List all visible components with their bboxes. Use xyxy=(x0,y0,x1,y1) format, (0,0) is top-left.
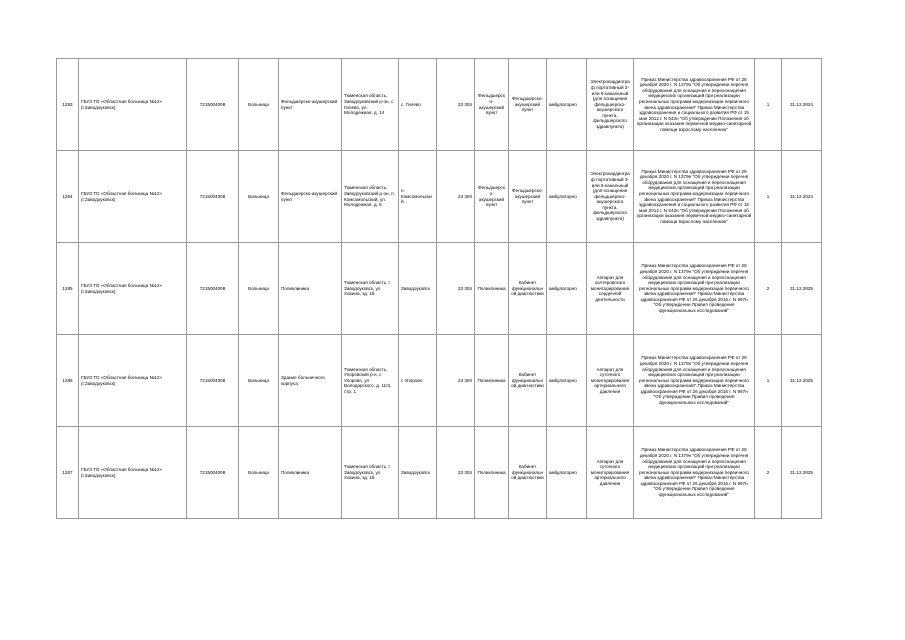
row-number-cell: 1286 xyxy=(57,335,79,427)
facility-type-cell: Больница xyxy=(239,427,279,519)
address-cell: Тюменская область, г Заводоуковск, ул Хахина, зд. 18 xyxy=(342,427,399,519)
equipment-cell: Электрокардиограф портативный 3-или 6-канальный (для оснащения фельдшерско-акушерского пункта, фельдшерского здравпункта) xyxy=(587,59,634,151)
quantity-cell: 2 xyxy=(755,243,782,335)
equipment-cell: Аппарат для суточного мониторирования артериального давления xyxy=(587,335,634,427)
legal-basis-cell: Приказ Министерства здравоохранения РФ от 28 декабря 2020 г. N 1379н "Об утверждении перечня оборудования для оснащения и переоснащения медицинских организаций при реализации региональных программ модернизации первичного звена здравоохранения" Приказ Министерства здравоохранения РФ от 26 декабря 2016 г. N 997н "Об утверждении Правил проведения функциональных исследований" xyxy=(634,243,755,335)
unit-cell: Поликлиника xyxy=(279,427,342,519)
unit-kind-cell: Поликлиника xyxy=(475,243,509,335)
equipment-cell: Аппарат для суточного мониторирования артериального давления xyxy=(587,427,634,519)
legal-basis-cell: Приказ Министерства здравоохранения РФ от 28 декабря 2020 г. N 1379н "Об утверждении перечня оборудования для оснащения и переоснащения медицинских организаций при реализации региональных программ модернизации первичного звена здравоохранения" Приказ Министерства здравоохранения и социального развития РФ от 15 мая 2012 г. N 543н "Об утверждении Положения об организации оказания первичной медико-санитарной помощи взрослому населению" xyxy=(634,151,755,243)
facility-type-cell: Больница xyxy=(239,243,279,335)
equipment-cell: Аппарат для холтеровского мониторирования сердечной деятельности xyxy=(587,243,634,335)
organization-cell: ГБУЗ ТО «Областная больница №12» (г.Заводоуковск) xyxy=(79,427,187,519)
address-cell: Тюменская область, г Заводоуковск, ул Хахина, зд. 18 xyxy=(342,243,399,335)
code-cell: 23 304 xyxy=(437,59,475,151)
locality-cell: Заводоуковск xyxy=(399,427,437,519)
room-cell: Кабинет функциональной диагностики xyxy=(509,335,547,427)
facility-type-cell: Больница xyxy=(239,335,279,427)
room-cell: Кабинет функциональной диагностики xyxy=(509,243,547,335)
quantity-cell: 1 xyxy=(755,335,782,427)
date-cell: 31.12.2024 xyxy=(782,59,822,151)
date-cell: 31.12.2025 xyxy=(782,243,822,335)
address-cell: Тюменская область, Упоровский р-н, с Упорово, ул Володарского, д. 11/3, стр. 1 xyxy=(342,335,399,427)
table-row xyxy=(57,151,822,243)
organization-cell: ГБУЗ ТО «Областная больница №12» (г.Заводоуковск) xyxy=(79,335,187,427)
care-type-cell: амбулаторно xyxy=(547,59,587,151)
locality-cell: с Упорово xyxy=(399,335,437,427)
room-cell: Фельдшерско-акушерский пункт xyxy=(509,151,547,243)
table-row xyxy=(57,243,822,335)
care-type-cell: амбулаторно xyxy=(547,335,587,427)
address-cell: Тюменская область, Заводоуковский р-он, с. Гилево, ул. Молодежная, д. 14 xyxy=(342,59,399,151)
row-number-cell: 1284 xyxy=(57,151,79,243)
row-number-cell: 1283 xyxy=(57,59,79,151)
organization-cell: ГБУЗ ТО «Областная больница №12» (г.Заводоуковск) xyxy=(79,243,187,335)
unit-kind-cell: Фельдшерско-акушерский пункт xyxy=(475,151,509,243)
unit-kind-cell: Поликлиника xyxy=(475,427,509,519)
inn-cell: 7215004008 xyxy=(187,335,239,427)
legal-basis-cell: Приказ Министерства здравоохранения РФ от 28 декабря 2020 г. N 1379н "Об утверждении перечня оборудования для оснащения и переоснащения медицинских организаций при реализации региональных программ модернизации первичного звена здравоохранения" Приказ Министерства здравоохранения РФ от 26 декабря 2016 г. N 997н "Об утверждении Правил проведения функциональных исследований" xyxy=(634,335,755,427)
facility-type-cell: Больница xyxy=(239,59,279,151)
code-cell: 23 304 xyxy=(437,335,475,427)
locality-cell: с. Гилево xyxy=(399,59,437,151)
unit-cell: Здание больничного корпуса xyxy=(279,335,342,427)
unit-cell: Поликлиника xyxy=(279,243,342,335)
date-cell: 31.12.2024 xyxy=(782,151,822,243)
table-row xyxy=(57,335,822,427)
quantity-cell: 1 xyxy=(755,151,782,243)
equipment-table xyxy=(56,58,822,519)
date-cell: 31.12.2025 xyxy=(782,427,822,519)
code-cell: 23 304 xyxy=(437,151,475,243)
unit-cell: Фельдшерско-акушерский пункт xyxy=(279,59,342,151)
unit-cell: Фельдшерско-акушерский пункт xyxy=(279,151,342,243)
care-type-cell: амбулаторно xyxy=(547,427,587,519)
care-type-cell: амбулаторно xyxy=(547,151,587,243)
organization-cell: ГБУЗ ТО «Областная больница №12» (г.Заводоуковск) xyxy=(79,59,187,151)
inn-cell: 7215004008 xyxy=(187,243,239,335)
legal-basis-cell: Приказ Министерства здравоохранения РФ от 28 декабря 2020 г. N 1379н "Об утверждении перечня оборудования для оснащения и переоснащения медицинских организаций при реализации региональных программ модернизации первичного звена здравоохранения" Приказ Министерства здравоохранения РФ от 26 декабря 2016 г. N 997н "Об утверждении Правил проведения функциональных исследований" xyxy=(634,427,755,519)
code-cell: 23 304 xyxy=(437,243,475,335)
organization-cell: ГБУЗ ТО «Областная больница №12» (г.Заводоуковск) xyxy=(79,151,187,243)
table-row xyxy=(57,427,822,519)
locality-cell: п. Комсомольский xyxy=(399,151,437,243)
code-cell: 23 304 xyxy=(437,427,475,519)
quantity-cell: 2 xyxy=(755,427,782,519)
date-cell: 31.12.2025 xyxy=(782,335,822,427)
room-cell: Кабинет функциональной диагностики xyxy=(509,427,547,519)
room-cell: Фельдшерско-акушерский пункт xyxy=(509,59,547,151)
address-cell: Тюменская область, Заводоуковский р-он, п. Комсомольский, ул. Молодежная, д. 6 xyxy=(342,151,399,243)
unit-kind-cell: Поликлиника xyxy=(475,335,509,427)
row-number-cell: 1287 xyxy=(57,427,79,519)
inn-cell: 7215004008 xyxy=(187,427,239,519)
row-number-cell: 1285 xyxy=(57,243,79,335)
locality-cell: Заводоуковск xyxy=(399,243,437,335)
legal-basis-cell: Приказ Министерства здравоохранения РФ от 28 декабря 2020 г. N 1379н "Об утверждении перечня оборудования для оснащения и переоснащения медицинских организаций при реализации региональных программ модернизации первичного звена здравоохранения" Приказ Министерства здравоохранения и социального развития РФ от 15 мая 2012 г. N 543н "Об утверждении Положения об организации оказания первичной медико-санитарной помощи взрослому населению" xyxy=(634,59,755,151)
quantity-cell: 1 xyxy=(755,59,782,151)
facility-type-cell: Больница xyxy=(239,151,279,243)
equipment-cell: Электрокардиограф портативный 3-или 6-канальный (для оснащения фельдшерско-акушерского пункта, фельдшерского здравпункта) xyxy=(587,151,634,243)
inn-cell: 7215004008 xyxy=(187,59,239,151)
care-type-cell: амбулаторно xyxy=(547,243,587,335)
unit-kind-cell: Фельдшерско-акушерский пункт xyxy=(475,59,509,151)
table-row xyxy=(57,59,822,151)
inn-cell: 7215004008 xyxy=(187,151,239,243)
